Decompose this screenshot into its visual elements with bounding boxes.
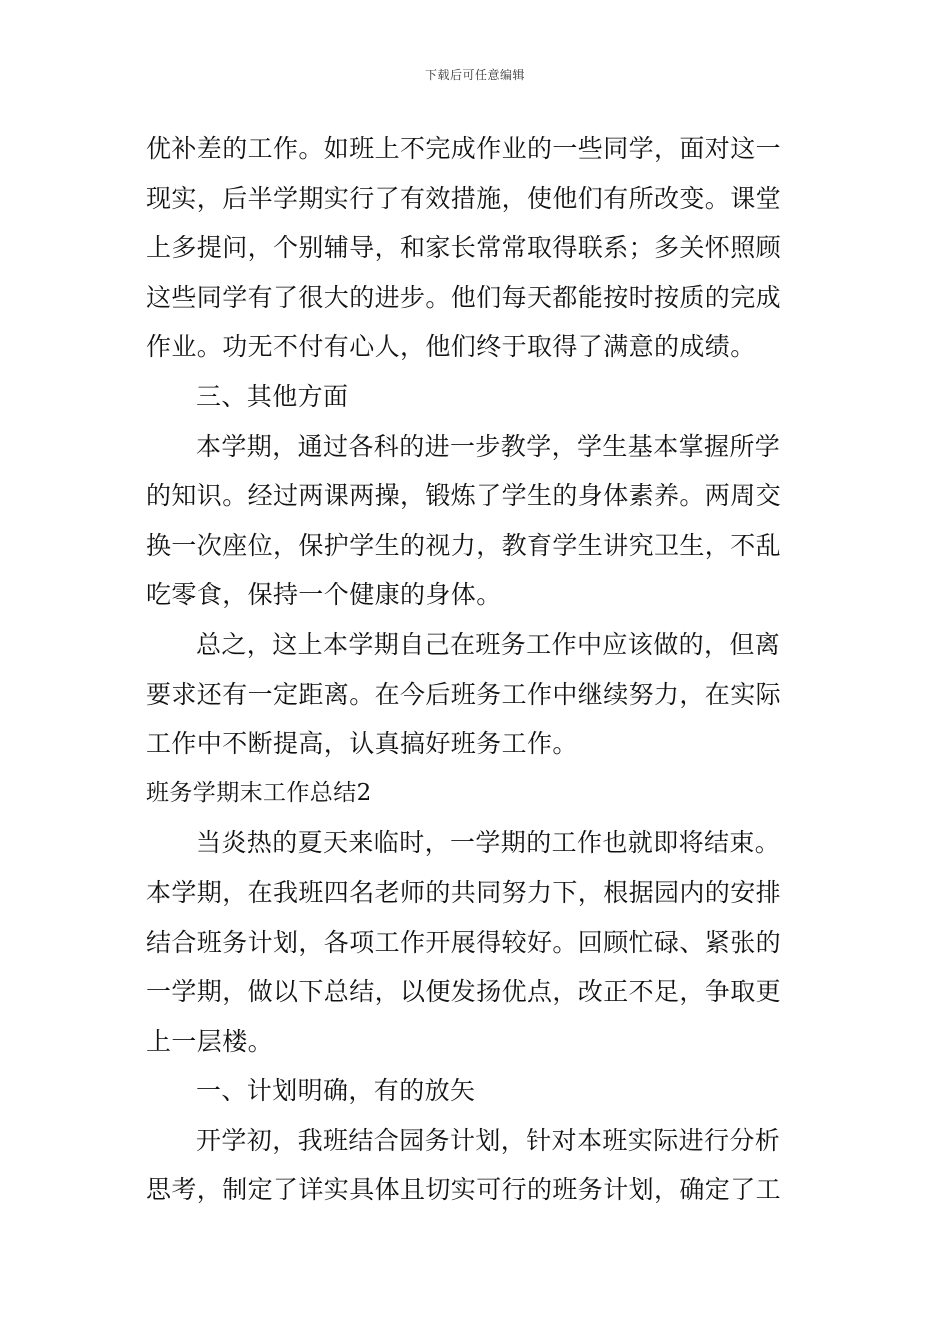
text-line: 换一次座位，保护学生的视力，教育学生讲究卫生，不乱 — [146, 530, 782, 560]
text-line: 的知识。经过两课两操，锻炼了学生的身体素养。两周交 — [146, 481, 782, 511]
text-line: 结合班务计划，各项工作开展得较好。回顾忙碌、紧张的 — [146, 927, 782, 957]
document-title: 班务学期末工作总结2 — [146, 779, 372, 806]
section-heading: 三、其他方面 — [196, 381, 349, 411]
text-line: 现实，后半学期实行了有效措施，使他们有所改变。课堂 — [146, 183, 782, 213]
text-line: 本学期，通过各科的进一步教学，学生基本掌握所学 — [196, 431, 781, 461]
text-line: 当炎热的夏天来临时，一学期的工作也就即将结束。 — [196, 828, 781, 858]
text-line: 吃零食，保持一个健康的身体。 — [146, 580, 502, 610]
page-header: 下载后可任意编辑 — [424, 68, 525, 82]
text-line: 优补差的工作。如班上不完成作业的一些同学，面对这一 — [146, 134, 782, 163]
text-line: 上一层楼。 — [146, 1026, 274, 1056]
text-line: 总之，这上本学期自己在班务工作中应该做的，但离 — [196, 629, 781, 659]
text-line: 一学期，做以下总结，以便发扬优点，改正不足，争取更 — [146, 977, 782, 1007]
text-line: 这些同学有了很大的进步。他们每天都能按时按质的完成 — [146, 282, 782, 312]
text-line: 上多提问，个别辅导，和家长常常取得联系；多关怀照顾 — [146, 233, 782, 263]
text-line: 工作中不断提高，认真搞好班务工作。 — [146, 729, 578, 759]
text-line: 要求还有一定距离。在今后班务工作中继续努力，在实际 — [146, 679, 782, 709]
text-line: 作业。功无不付有心人，他们终于取得了满意的成绩。 — [146, 332, 756, 362]
text-line: 本学期，在我班四名老师的共同努力下，根据园内的安排 — [146, 877, 782, 907]
text-line: 开学初，我班结合园务计划，针对本班实际进行分析 — [196, 1125, 781, 1155]
section-heading: 一、计划明确，有的放矢 — [196, 1076, 476, 1106]
document-body — [146, 124, 808, 1215]
text-line: 思考，制定了详实具体且切实可行的班务计划，确定了工 — [146, 1175, 782, 1205]
